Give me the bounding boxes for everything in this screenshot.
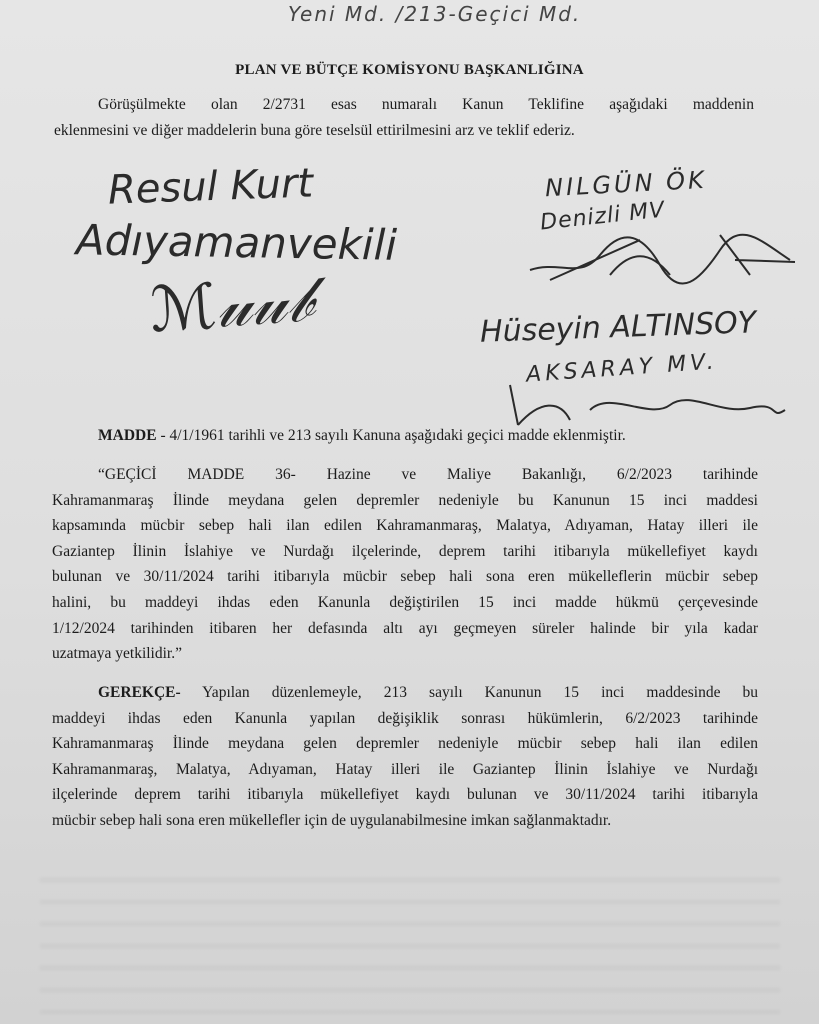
quote-line: “GEÇİCİ MADDE 36- Hazine ve Maliye Bakanlığı, 6/2/2023 tarihinde bbox=[98, 466, 758, 483]
quote-line: 1/12/2024 tarihinden itibaren her defasında altı ayı geçmeyen süreler halinde bir yıla kadar bbox=[52, 619, 758, 637]
quote-line: halini, bu maddeyi ihdas eden Kanunla değiştirilen 15 inci madde hükmü çerçevesinde bbox=[52, 593, 758, 611]
signature-scrawl-right-top bbox=[520, 220, 800, 290]
justification-line: Kahramanmaraş İlinde meydana gelen depremler nedeniyle mücbir sebep hali ilan edilen bbox=[52, 735, 758, 753]
justification-first-line bbox=[52, 680, 758, 706]
signature-mark-left: ℳ𝓊𝓊𝒷 bbox=[147, 262, 316, 347]
signature-name-nilgun-ok: NILGÜN ÖK bbox=[544, 165, 708, 203]
document-title: PLAN VE BÜTÇE KOMİSYONU BAŞKANLIĞINA bbox=[235, 62, 584, 78]
quote-line: Kahramanmaraş İlinde meydana gelen depremler nedeniyle bu Kanunun 15 inci maddesi bbox=[52, 491, 758, 509]
justification-label: GEREKÇE- bbox=[98, 684, 181, 701]
intro-line-2: eklenmesini ve diğer maddelerin buna göre teselsül ettirilmesini arz ve teklif ederiz. bbox=[54, 122, 575, 139]
madde-label: MADDE bbox=[98, 427, 157, 444]
signature-region-aksaray: AKSARAY MV. bbox=[525, 349, 719, 388]
signature-region-adiyaman: Adıyamanvekili bbox=[75, 215, 398, 270]
handwritten-header-note: Yeni Md. /213-Geçici Md. bbox=[288, 2, 582, 26]
signature-region-denizli: Denizli MV bbox=[539, 197, 667, 236]
quote-line: bulunan ve 30/11/2024 tarihi itibarıyla mücbir sebep hali sona eren mükelleflerin mücbir sebep bbox=[52, 568, 758, 586]
intro-line-1: Görüşülmekte olan 2/2731 esas numaralı Kanun Teklifine aşağıdaki maddenin bbox=[98, 96, 754, 113]
justification-first-text: Yapılan düzenlemeyle, 213 sayılı Kanunun 15 inci maddesinde bu bbox=[180, 684, 758, 701]
justification-line: maddeyi ihdas eden Kanunla yapılan değişiklik sonrası hükümlerin, 6/2/2023 tarihinde bbox=[52, 709, 758, 727]
signature-name-resul-kurt: Resul Kurt bbox=[107, 160, 314, 214]
madde-line bbox=[98, 423, 778, 449]
justification-section bbox=[52, 680, 758, 834]
signature-name-huseyin-altinsoy: Hüseyin ALTINSOY bbox=[479, 305, 757, 350]
provisional-article-quote bbox=[52, 462, 758, 667]
justification-line: ilçelerinde deprem tarihi itibarıyla mükellefiyet kaydı bulunan ve 30/11/2024 tarihi itibarıyla bbox=[52, 786, 758, 804]
show-through-text-background bbox=[40, 860, 780, 1020]
quote-line: Gaziantep İlinin İslahiye ve Nurdağı ilçelerinde, deprem tarihi itibarıyla mükellefiyet kaydı bbox=[52, 542, 758, 560]
justification-line: mücbir sebep hali sona eren mükellefler için de uygulanabilmesine imkan sağlanmaktadır. bbox=[52, 811, 612, 829]
quote-line: kapsamında mücbir sebep hali ilan edilen Kahramanmaraş, Malatya, Adıyaman, Hatay illeri ile bbox=[52, 517, 758, 535]
quote-line: uzatmaya yetkilidir.” bbox=[52, 645, 182, 663]
madde-text: - 4/1/1961 tarihli ve 213 sayılı Kanuna aşağıdaki geçici madde eklenmiştir. bbox=[160, 427, 626, 444]
justification-line: Kahramanmaraş, Malatya, Adıyaman, Hatay illeri ile Gaziantep İlinin İslahiye ve Nurdağı bbox=[52, 760, 758, 778]
